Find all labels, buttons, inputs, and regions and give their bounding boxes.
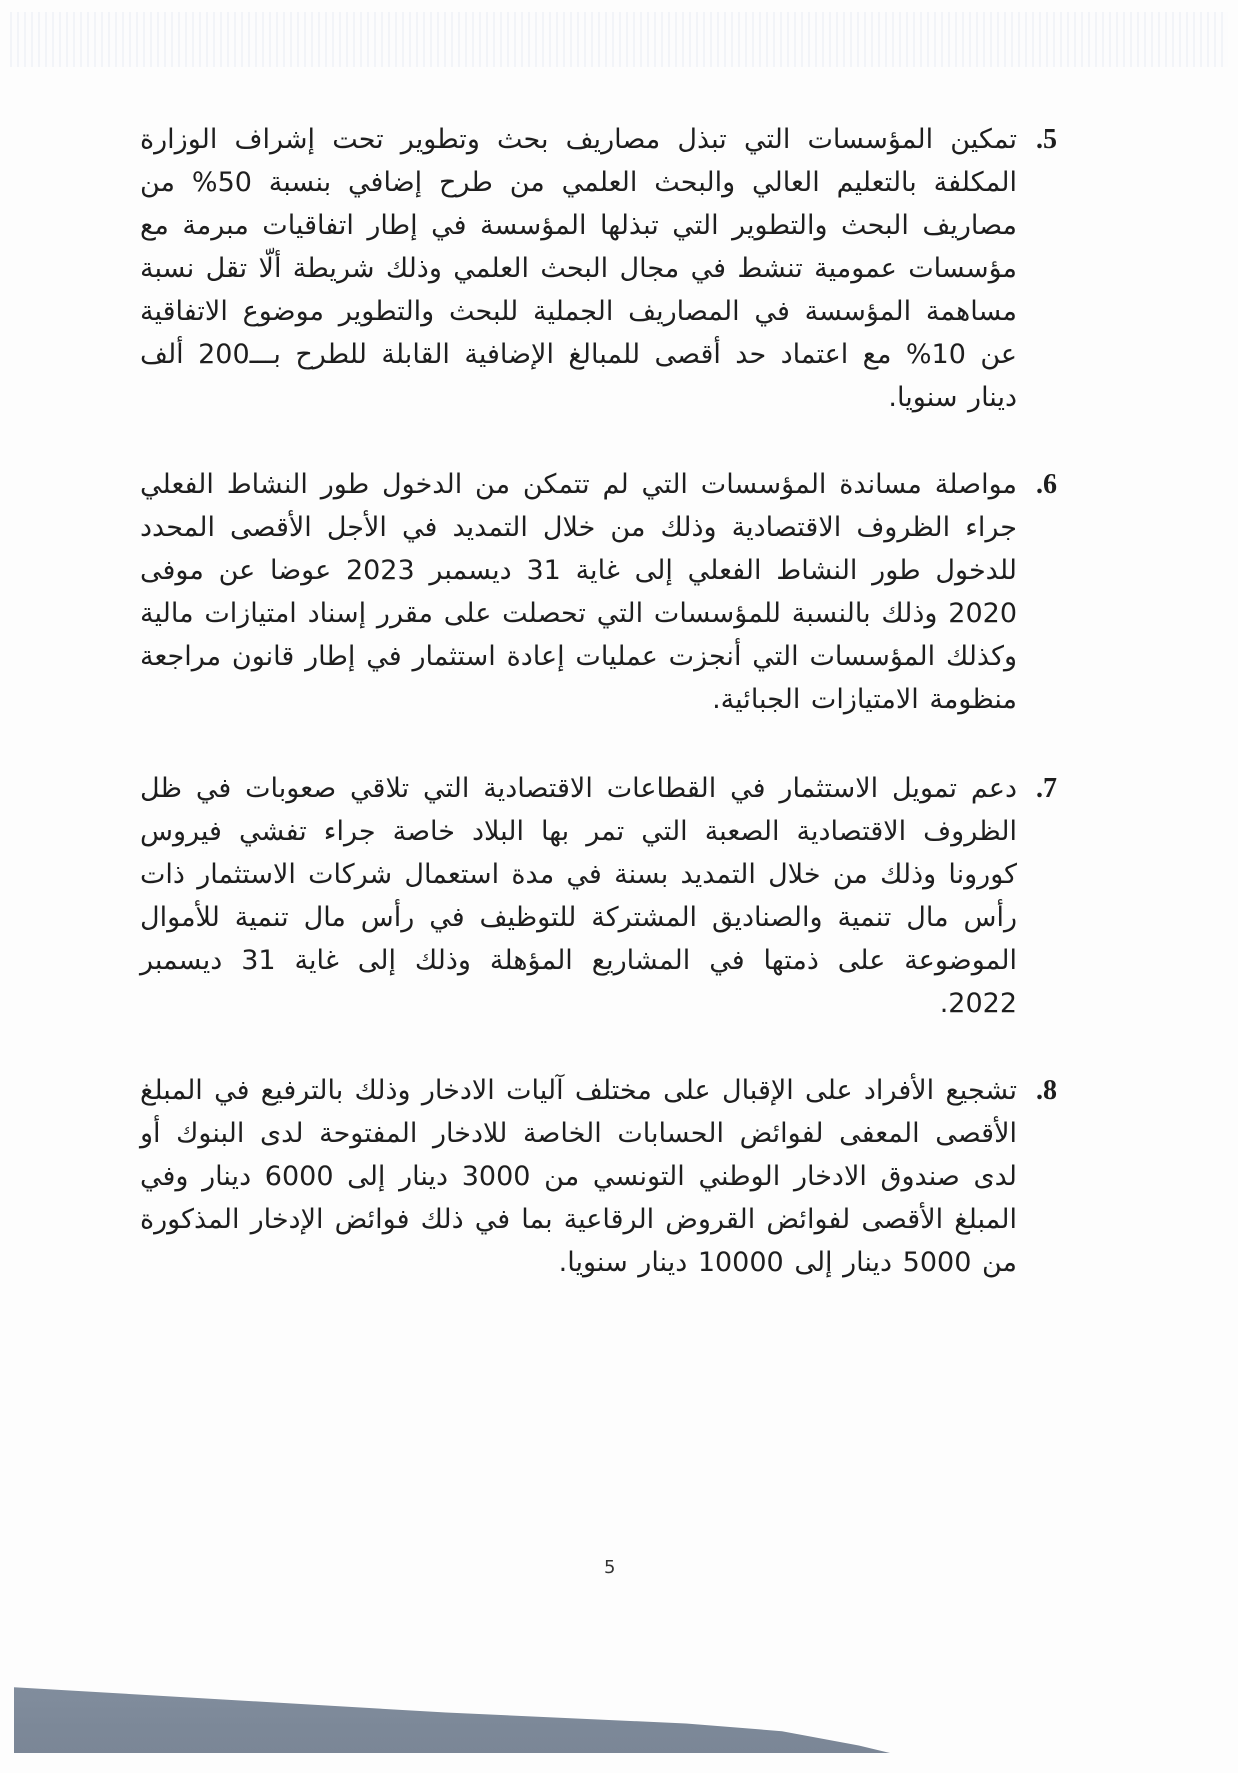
item-number: .5 xyxy=(1036,124,1057,155)
scan-margin-bottom xyxy=(0,1753,1238,1773)
list-item xyxy=(140,1069,1055,1284)
page-number: 5 xyxy=(604,1557,616,1578)
item-number: .8 xyxy=(1036,1075,1057,1106)
item-text: دعم تمويل الاستثمار في القطاعات الاقتصادية التي تلاقي صعوبات في ظل الظروف الاقتصادية الصعبة التي تمر بها البلاد خاصة جراء تفشي فيروس كورونا وذلك من خلال التمديد بسنة في مدة استعمال شركات الاستثمار ذات رأس مال تنمية والصناديق المشتركة للتوظيف في رأس مال تنمية للأموال الموضوعة على ذمتها في المشاريع المؤهلة وذلك إلى غاية 31 ديسمبر 2022. xyxy=(140,773,1017,1019)
list-item xyxy=(140,118,1055,419)
list-item xyxy=(140,463,1055,721)
item-number: .7 xyxy=(1036,773,1057,804)
item-number: .6 xyxy=(1036,469,1057,500)
list-item xyxy=(140,767,1055,1025)
item-text: تشجيع الأفراد على الإقبال على مختلف آليات الادخار وذلك بالترفيع في المبلغ الأقصى المعفى لفوائض الحسابات الخاصة للادخار المفتوحة لدى البنوك أو لدى صندوق الادخار الوطني التونسي من 3000 دينار إلى 6000 دينار وفي المبلغ الأقصى لفوائض القروض الرقاعية بما في ذلك فوائض الإدخار المذكورة من 5000 دينار إلى 10000 دينار سنويا. xyxy=(140,1075,1017,1278)
scan-artifact-top xyxy=(10,12,1228,67)
item-text: مواصلة مساندة المؤسسات التي لم تتمكن من الدخول طور النشاط الفعلي جراء الظروف الاقتصادية وذلك من خلال التمديد في الأجل الأقصى المحدد للدخول طور النشاط الفعلي إلى غاية 31 ديسمبر 2023 عوضا عن موفى 2020 وذلك بالنسبة للمؤسسات التي تحصلت على مقرر إسناد امتيازات مالية وكذلك المؤسسات التي أنجزت عمليات إعادة استثمار في إطار قانون مراجعة منظومة الامتيازات الجبائية. xyxy=(140,469,1017,715)
item-text: تمكين المؤسسات التي تبذل مصاريف بحث وتطوير تحت إشراف الوزارة المكلفة بالتعليم العالي والبحث العلمي من طرح إضافي بنسبة 50% من مصاريف البحث والتطوير التي تبذلها المؤسسة في إطار اتفاقيات مبرمة مع مؤسسات عمومية تنشط في مجال البحث العلمي وذلك شريطة ألّا تقل نسبة مساهمة المؤسسة في المصاريف الجملية للبحث والتطوير موضوع الاتفاقية عن 10% مع اعتماد حد أقصى للمبالغ الإضافية القابلة للطرح بـــ200 ألف دينار سنويا. xyxy=(140,124,1017,413)
document-page xyxy=(140,118,1055,1326)
